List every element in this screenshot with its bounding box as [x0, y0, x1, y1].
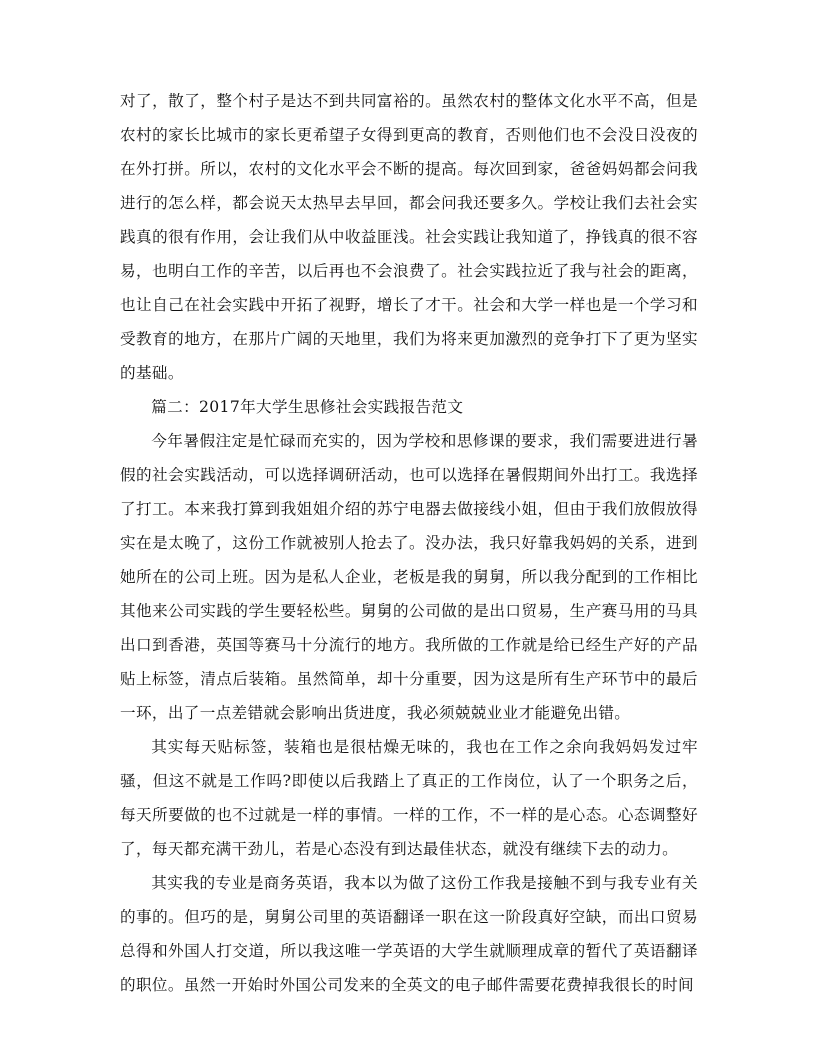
- paragraph: 今年暑假注定是忙碌而充实的，因为学校和思修课的要求，我们需要进进行暑假的社会实践活动，可以选择调研活动，也可以选择在暑假期间外出打工。我选择了打工。本来我打算到我姐姐介绍的苏宁电器去做接线小姐，但由于我们放假放得实在是太晚了，这份工作就被别人抢去了。没办法，我只好靠我妈妈的关系，进到她所在的公司上班。因为是私人企业，老板是我的舅舅，所以我分配到的工作相比其他来公司实践的学生要轻松些。舅舅的公司做的是出口贸易，生产赛马用的马具出口到香港，英国等赛马十分流行的地方。我所做的工作就是给已经生产好的产品贴上标签，清点后装箱。虽然简单，却十分重要，因为这是所有生产环节中的最后一环，出了一点差错就会影响出货进度，我必须兢兢业业才能避免出错。: [120, 432, 698, 722]
- document-page: [120, 84, 698, 1002]
- section-heading: 篇二：2017年大学生思修社会实践报告范文: [151, 398, 464, 416]
- paragraph: 其实我的专业是商务英语，我本以为做了这份工作我是接触不到与我专业有关的事的。但巧的是，舅舅公司里的英语翻译一职在这一阶段真好空缺，而出口贸易总得和外国人打交道，所以我这唯一学英语的大学生就顺理成章的暂代了英语翻译的职位。虽然一开始时外国公司发来的全英文的电子邮件需要花费掉我很长的时间: [120, 874, 698, 994]
- paragraph-continuation: 对了，散了，整个村子是达不到共同富裕的。虽然农村的整体文化水平不高，但是农村的家长比城市的家长更希望子女得到更高的教育，否则他们也不会没日没夜的在外打拼。所以，农村的文化水平会不断的提高。每次回到家，爸爸妈妈都会问我进行的怎么样，都会说天太热早去早回，都会问我还要多久。学校让我们去社会实践真的很有作用，会让我们从中收益匪浅。社会实践让我知道了，挣钱真的很不容易，也明白工作的辛苦，以后再也不会浪费了。社会实践拉近了我与社会的距离，也让自己在社会实践中开拓了视野，增长了才干。社会和大学一样也是一个学习和受教育的地方，在那片广阔的天地里，我们为将来更加激烈的竞争打下了更为坚实的基础。: [120, 92, 698, 382]
- paragraph: 其实每天贴标签，装箱也是很枯燥无味的，我也在工作之余向我妈妈发过牢骚，但这不就是工作吗?即使以后我踏上了真正的工作岗位，认了一个职务之后，每天所要做的也不过就是一样的事情。一样的工作，不一样的是心态。心态调整好了，每天都充满干劲儿，若是心态没有到达最佳状态，就没有继续下去的动力。: [120, 738, 698, 858]
